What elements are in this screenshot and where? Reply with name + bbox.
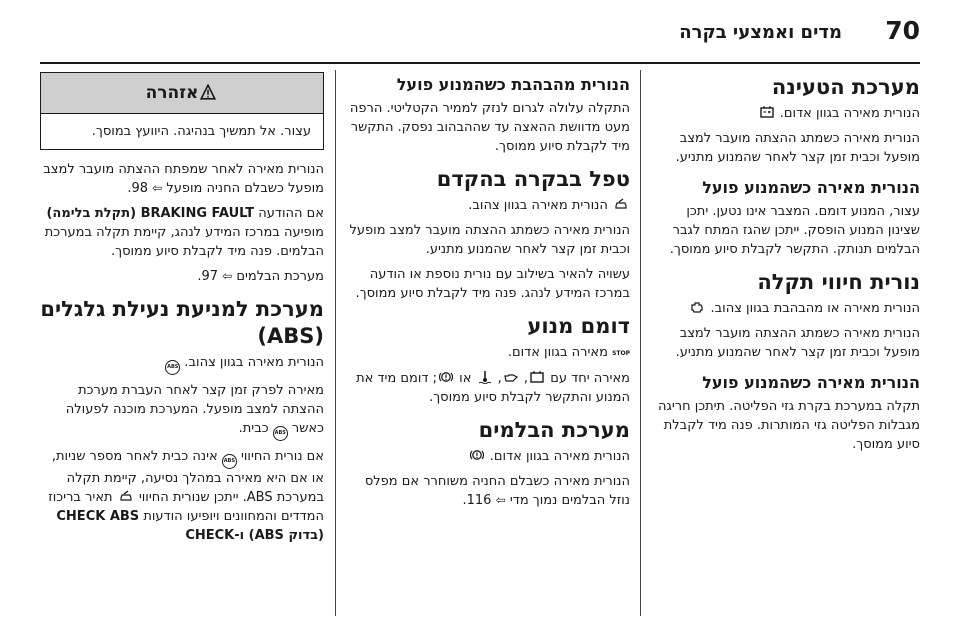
paragraph: הנורית מאירה כשבלם החניה משוחרר אם מפלס נוזל הבלמים נמוך מדי ⇦ 116. bbox=[364, 474, 630, 508]
paragraph: הנורית מאירה בגוון צהוב. ABS bbox=[40, 353, 324, 375]
page-ref-arrow-icon: ⇦ bbox=[495, 493, 506, 507]
paragraph: הנורית מאירה בגוון אדום. bbox=[346, 447, 630, 466]
page-ref[interactable]: 97 bbox=[201, 269, 219, 284]
engine-check-icon bbox=[690, 300, 704, 314]
paragraph: אם נורית החיווי ABS אינה כבית לאחר מספר שניות, או אם היא מאירה במהלך נסיעה, קיימת תקלה במערכת ABS. ייתכן שנורית החיווי תאיר בריכוז המדדים והמחוונים ויופיעו הודעות CHECK ABS (בדוק ABS) ו-CHECK bbox=[48, 449, 324, 543]
paragraph: תקלה במערכת בקרת גזי הפליטה. תיתכן חריגה מגבלות הפליטה גזי המותרות. פנה מיד לקבלת סיוע ממוסך. bbox=[657, 399, 920, 452]
stop-icon: STOP bbox=[612, 350, 630, 357]
page-header bbox=[40, 14, 920, 48]
coolant-temp-icon bbox=[478, 370, 492, 384]
page-title: מדים ואמצעי בקרה bbox=[679, 22, 842, 43]
wrench-car-icon bbox=[119, 489, 133, 503]
paragraph: הנורית מאירה כשמתג ההצתה מועבר למצב מופעל וכבית זמן קצר לאחר שהמנוע מתניע. bbox=[349, 223, 630, 257]
battery-icon bbox=[760, 105, 774, 119]
brake-circle-icon bbox=[439, 370, 453, 384]
page-number: 70 bbox=[885, 16, 920, 45]
oil-can-icon bbox=[504, 370, 518, 384]
paragraph: מאירה לפרק זמן קצר לאחר העברת מערכת ההצתה למצב מופעל. המערכת מוכנה לפעולה כאשר ABS כבית. bbox=[40, 381, 324, 441]
paragraph: STOP מאירה בגוון אדום. bbox=[507, 345, 630, 360]
warning-box bbox=[40, 72, 324, 150]
paragraph: אם ההודעה BRAKING FAULT (תקלת בלימה) מופיעה במרכז המידע לנהג, קיימת תקלה במערכת הבלמים. פנה מיד לקבלת סיוע ממוסך. bbox=[44, 206, 324, 259]
warning-text: עצור. אל תמשיך בנהיגה. היוועץ במוסך. bbox=[91, 124, 311, 139]
column-middle bbox=[346, 72, 630, 516]
paragraph: הנורית מאירה בגוון צהוב. bbox=[346, 196, 630, 215]
paragraph: הנורית מאירה בגוון אדום. bbox=[652, 104, 920, 123]
subsection-heading: הנורית מהבהבת כשהמנוע פועל bbox=[396, 75, 630, 94]
section-heading: טפל בבקרה בהקדם bbox=[436, 167, 630, 191]
abs-icon: ABS bbox=[222, 454, 237, 469]
page-ref[interactable]: 116 bbox=[466, 493, 492, 508]
abs-icon: ABS bbox=[273, 426, 288, 441]
warning-triangle-icon bbox=[200, 84, 216, 100]
paragraph: התקלה עלולה לגרום לנזק לממיר הקטליטי. הרפה מעט מדוושת ההאצה עד שההבהוב נפסק. התקשר מיד לקבלת סיוע ממוסך. bbox=[349, 101, 630, 154]
paragraph: עשויה להאיר בשילוב עם נורית נוספת או הודעה במרכז המידע לנהג. פנה מיד לקבלת סיוע ממוסך. bbox=[355, 267, 630, 301]
paragraph: מאירה יחד עם , , או ; דומם מיד את המנוע והתקשר לקבלת סיוע ממוסך. bbox=[356, 371, 630, 405]
section-heading: מערכת הטעינה bbox=[771, 75, 920, 99]
paragraph: הנורית מאירה כשמתג ההצתה מועבר למצב מופעל וכבית זמן קצר לאחר שהמנוע מתניע. bbox=[675, 326, 920, 360]
page-ref-arrow-icon: ⇦ bbox=[152, 181, 163, 195]
paragraph: עצור, המנוע דומם. המצבר אינו נטען. יתכן שצינון המנוע הופסק. ייתכן שהגז המתח לגבר הבלמים תנותק. התקשר לקבלת סיוע ממוסך. bbox=[669, 204, 920, 257]
section-heading: נורית חיווי תקלה bbox=[757, 270, 920, 294]
column-left bbox=[40, 72, 324, 551]
subsection-heading: הנורית מאירה כשהמנוע פועל bbox=[702, 373, 920, 392]
section-heading: מערכת למניעת נעילת גלגלים (ABS) bbox=[40, 297, 324, 348]
column-divider bbox=[335, 70, 336, 616]
section-heading: דומם מנוע bbox=[527, 314, 630, 338]
paragraph: הנורית מאירה לאחר שמפתח ההצתה מועבר למצב מופעל כשבלם החניה מופעל ⇦ 98. bbox=[43, 162, 324, 196]
abs-icon: ABS bbox=[165, 360, 180, 375]
column-right bbox=[652, 72, 920, 460]
page-ref[interactable]: 98 bbox=[131, 181, 149, 196]
page-ref-arrow-icon: ⇦ bbox=[222, 269, 233, 283]
subsection-heading: הנורית מאירה כשהמנוע פועל bbox=[702, 178, 920, 197]
paragraph: הנורית מאירה או מהבהבת בגוון צהוב. bbox=[652, 299, 920, 318]
section-heading: מערכת הבלמים bbox=[478, 418, 630, 442]
paragraph: מערכת הבלמים ⇦ 97. bbox=[197, 269, 324, 284]
brake-circle-icon bbox=[470, 448, 484, 462]
wrench-car-icon bbox=[614, 197, 628, 211]
battery-icon bbox=[530, 370, 544, 384]
warning-header: אזהרה bbox=[41, 73, 323, 114]
paragraph: הנורית מאירה כשמתג ההצתה מועבר למצב מופעל וכבית זמן קצר לאחר שהמנוע מתניע. bbox=[675, 131, 920, 165]
header-divider bbox=[40, 62, 920, 64]
column-divider bbox=[640, 70, 641, 616]
